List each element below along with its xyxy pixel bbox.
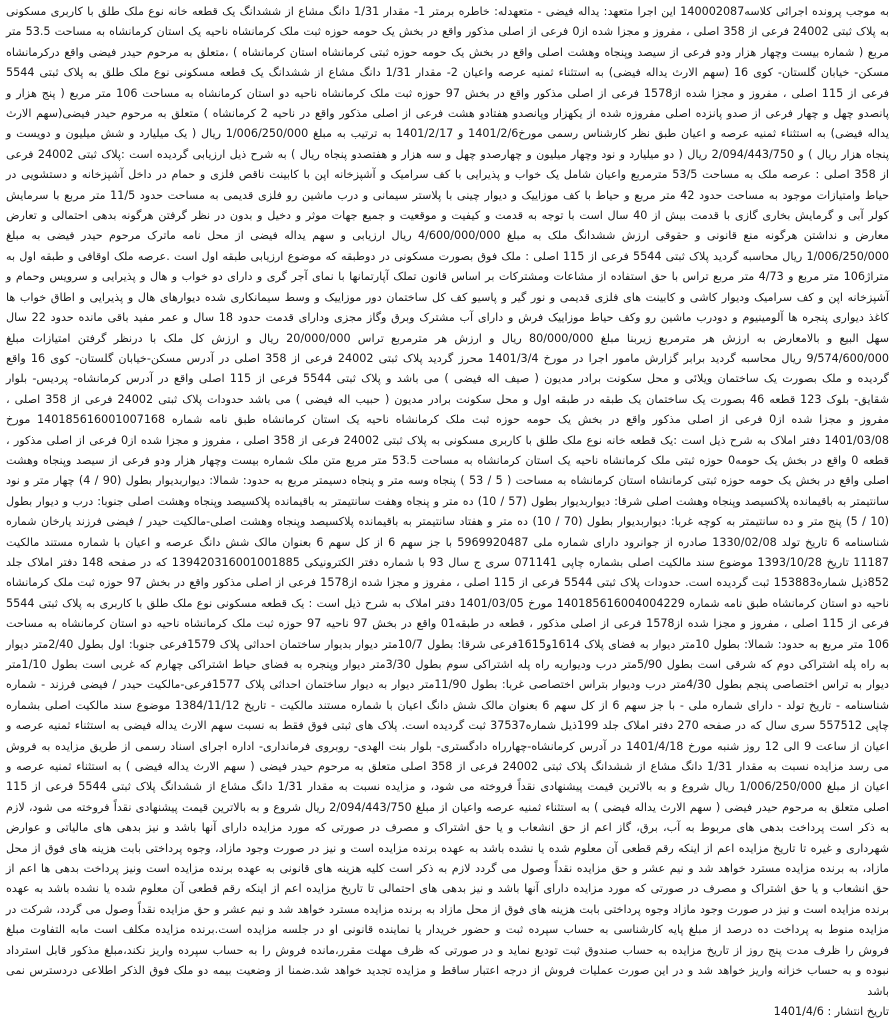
auction-notice-body: به موجب پرونده اجرائی کلاسه140002087 این اجرا متعهد: یداله فیضی - متعهدله: خاطره برمتر 1- مقدار 1/31 دانگ مشاع از ششدانگ یک قطعه خانه نوع ملک طلق با کاربری مسکونی به پلاک ثبتی 24002 فرعی از 358 اصلی ، مفروز و مجزا شده از0 فرعی از اصلی مذکور واقع در بخش یک حومه حوزه ثبت ملک کرمانشاه ناحیه یک استان کرمانشاه به مساحت 53.5 متر مربع ( شماره بیست وچهار هزار ودو فرعی از سیصد وپنجاه وهشت اصلی واقع در بخش یک حومه حوزه ثبتی کرمانشاه استان کرمانشاه ) ،متعلق به مرحوم حیدر فیضی واقع درکرمانشاه مسکن- خیابان گلستان- کوی 16 (سهم الارث یداله فیضی) به استثناء ثمنیه عرصه واعیان 2- مقدار 1/31 دانگ مشاع از ششدانگ یک قطعه مسکونی نوع ملک طلق به پلاک ثبتی 5544 فرعی از 115 اصلی ، مفروز و مجزا شده از1578 فرعی از اصلی مذکور واقع در بخش 97 حوزه ثبت ملک کرمانشاه ناحیه دو استان کرمانشاه به مساحت 106 متر مربع ( پنج هزار و پانصدو چهل و چهار فرعی از صدو پانزده اصلی مفروزه شده از یکهزار وپانصدو هفتادو هشت فرعی از اصلی مذکور واقع در ناحیه 2 کرمانشاه ) متعلق به مرحوم حیدر فیضی(سهم الارث یداله فیضی) به استثناء ثمنیه عرصه و اعیان طبق نظر کارشناس رسمی مورخ1401/2/6 و 1401/2/17 به ترتیب به مبلغ 1/006/250/000 ریال ( یک میلیارد و شش میلیون و دویست و پنجاه هزار ریال ) و 2/094/443/750 ریال ( دو میلیارد و نود وچهار میلیون و چهارصدو چهل و سه هزار و هفتصدو پنجاه ریال ) به شرح ذیل ارزیابی گردیده است :پلاک ثبتی 24002 فرعی از 358 اصلی : عرصه ملک به مساحت 53/5 مترمربع واعیان شامل یک خواب و پذیرایی با کف سرامیک و آشپزخانه اپن با کابینت ناقص فلزی و حمام در داخل آشپزخانه و دستشویی در حیاط وامتیازات موجود به مساحت حدود 42 متر مربع و حیاط با کف موزاییک و دیوار چینی با پلاستر سیمانی و درب ماشین رو فلزی قدیمی به مساحت حدود 11/5 متر مربع با سرمایش کولر آبی و گرمایش بخاری گازی با قدمت بیش از 40 سال است با توجه به قدمت و کیفیت و موقعیت و جمیع جهات موثر و دخیل و بدون در نظر گرفتن هرگونه بدهی احتمالی و تعارض معارض و نداشتن هرگونه منع قانونی و حقوقی ارزش ششدانگ ملک به مبلغ 4/600/000/000 ریال ارزیابی و سهم یداله فیضی از محل نامه ماترک مرحوم حیدر فیضی به مبلغ 1/006/250/000 ریال محاسبه گردید پلاک ثبتی 5544 فرعی از 115 اصلی : ملک فوق بصورت مسکونی در دوطبقه که موضوع ارزیابی طبقه اول است .عرصه ملک اوقافی و طبقه اول به متراژ106 متر مربع و 4/73 متر مربع تراس با حق استفاده از مشاعات ومشترکات بر اساس قانون تملک آپارتمانها با نمای آجر گری و دارای دو خواب و هال و پذیرایی و سرویس وحمام و آشپزخانه اپن و کف سرامیک ودیوار کاشی و کابینت های فلزی قدیمی و نور گیر و پاسیو کف کل ساختمان دور موزاییک و وسط سیمانکاری شده دیوارهای هال و پذیرایی و اطاق خواب ها کاغذ دیواری پنجره ها آلومینیوم و دودرب ماشین رو وکف حیاط موزاییک فرش و دارای آب مشترک وبرق وگاز مجزی ودارای قدمت حدود 18 سال و عمر مفید باقی مانده حدود 22 سال سهل البیع و بالامعارض به ارزش هر مترمربع زیربنا مبلغ 80/000/000 ریال و ارزش هر مترمربع تراس 20/000/000 ریال و ارزش کل ملک با درنظر گرفتن امتیازات مبلغ 9/574/600/000 ریال محاسبه گردید برابر گزارش مامور اجرا در مورخ 1401/3/4 محرز گردید پلاک ثبتی 24002 فرعی از 358 اصلی در آدرس مسکن-خیابان گلستان- کوی 16 واقع گردیده و ملک بصورت یک ساختمان ویلائی و محل سکونت برادر مدیون ( صیف اله فیضی ) می باشد و پلاک ثبتی 5544 فرعی از 115 اصلی واقع در آدرس کرمانشاه- پردیس- بلوار شقایق- بلوک 123 قطعه 46 بصورت یک ساختمان یک طبقه در طبقه اول و محل سکونت برادر مدیون ( حبیب اله فیضی ) می باشد حدودات پلاک ثبتی 24002 فرعی از 358 اصلی ، مفروز و مجزا شده از0 فرعی از اصلی مذکور واقع در بخش یک حومه حوزه ثبت ملک کرمانشاه ناحیه یک استان کرمانشاه طبق نامه شماره 140185616001007168 مورخ 1401/03/08 دفتر املاک به شرح ذیل است :یک قطعه خانه نوع ملک طلق با کاربری مسکونی به پلاک ثبتی 24002 فرعی از 358 اصلی ، مفروز و مجزا شده از0 فرعی از اصلی مذکور ، قطعه 0 واقع در بخش یک حومه0 حوزه ثبتی ملک کرمانشاه ناحیه یک استان کرمانشاه به مساحت 53.5 متر مربع متن ملک شماره بیست وچهار هزار ودو فرعی از سیصد وپنجاه وهشت اصلی واقع در بخش یک حومه حوزه ثبتی کرمانشاه استان کرمانشاه به مساحت ( 5 / 53 ) پنجاه وسه متر و پنجاه دسیمتر مربع به حدود: شمالا: دیواربدیوار بطول (90 / 4) چهار متر و نود سانتیمتر به باقیمانده پلاکسیصد وپنجاه وهشت اصلی شرقا: دیواربدیوار بطول (57 / 10) ده متر و پنجاه وهفت سانتیمتر به باقیمانده پلاکسیصد وپنجاه وهشت اصلی جنوبا: درب و دیوار بطول (10 / 5) پنج متر و ده سانتیمتر به کوچه غربا: دیواربدیوار بطول (70 / 10) ده متر و هفتاد سانتیمتر به باقیمانده پلاکسیصد وپنجاه وهشت اصلی-مالکیت حیدر / فیضی فرزند یارخان شماره شناسنامه 6 تاریخ تولد 1330/02/08 صادره از جوانرود دارای شماره ملی 5969920487 با جز سهم 6 از کل سهم 6 بعنوان مالک شش دانگ عرصه و اعیان با شماره مستند مالکیت 11187 تاریخ 1393/10/28 موضوع سند مالکیت اصلی بشماره چاپی 071141 سری ج سال 93 با شماره دفتر الکترونیکی 139420316001001885 که در صفحه 148 دفتر املاک جلد 852ذیل شماره153883 ثبت گردیده است. حدودات پلاک ثبتی 5544 فرعی از 115 اصلی ، مفروز و مجزا شده از1578 فرعی از اصلی مذکور واقع در بخش 97 حوزه ثبت ملک کرمانشاه ناحیه دو استان کرمانشاه طبق نامه شماره 140185616004004229 مورخ 1401/03/05 دفتر املاک به شرح ذیل است : یک قطعه مسکونی نوع ملک طلق با کاربری به پلاک ثبتی 5544 فرعی از 115 اصلی ، مفروز و مجزا شده از1578 فرعی از اصلی مذکور ، قطعه در طبقه01 واقع در بخش 97 ناحیه 97 حوزه ثبت ملک کرمانشاه ناحیه دو استان کرمانشاه به مساحت 106 متر مربع به حدود: شمالا: بطول 10متر دیوار به فضای پلاک 1614و1615فرعی شرقا: بطول 10/7متر دیوار بدیوار ساختمان احداثی پلاک 1579فرعی جنوبا: اول بطول 2/40متر دیوار به راه پله اشتراکی دوم که شرقی است بطول 5/90متر درب ودیواریه راه پله اشتراکی سوم بطول 3/30متر دیوار وپنجره به فضای حیاط اشتراکی چهارم که غربی است بطول 1/10متر دیوار به تراس اختصاصی پنجم بطول 4/30متر درب ودیوار بتراس اختصاصی غربا: بطول 11/90متر دیوار به دیوار ساختمان احداثی پلاک 1577فرعی-مالکیت حیدر / فیضی فرزند - شماره شناسنامه - تاریخ تولد - دارای شماره ملی - با جز سهم 6 از کل سهم 6 بعنوان مالک شش دانگ اعیان با شماره مستند مالکیت - تاریخ 1384/11/12 موضوع سند مالکیت اصلی بشماره چاپی 557512 سری سال که در صفحه 270 دفتر املاک جلد 199ذیل شماره37537 ثبت گردیده است. پلاک های ثبتی فوق فقط به نسبت سهم الارث یداله فیضی به استثناء ثمنیه عرصه و اعیان از ساعت 9 الی 12 روز شنبه مورخ 1401/4/18 در آدرس کرمانشاه-چهارراه دادگستری- بلوار بنت الهدی- روبروی فرمانداری- اداره اجرای اسناد رسمی از طریق مزایده به فروش می رسد مزایده نسبت به مقدار 1/31 دانگ مشاع از ششدانگ پلاک ثبتی 24002 فرعی از 358 اصلی متعلق به مرحوم حیدر فیضی ( سهم الارث یداله فیضی ) به استثناء ثمنیه عرصه و اعیان از مبلغ 1/006/250/000 ریال شروع و به بالاترین قیمت پیشنهادی نقداً فروخته می شود، و مزایده نسبت به مقدار 1/31 دانگ مشاع از ششدانگ پلاک ثبتی 5544 فرعی از 115 اصلی متعلق به مرحوم حیدر فیضی ( سهم الارث یداله فیضی ) به استثناء ثمنیه عرصه واعیان از مبلغ 2/094/443/750 ریال شروع و به بالاترین قیمت پیشنهادی نقداً فروخته می شود، لازم به ذکر است پرداخت بدهی های مربوط به آب، برق، گاز اعم از حق انشعاب و یا حق اشتراک و مصرف در صورتی که مورد مزایده دارای آنها باشد و نیز بدهی های مالیاتی و عوارض شهرداری و غیره تا تاریخ مزایده اعم از اینکه رقم قطعی آن معلوم شده یا نشده باشد به عهده برنده مزایده است و نیز در صورت وجود مازاد، وجوه پرداختی بابت هزینه های فوق از محل مازاد، به برنده مزایده مسترد خواهد شد و نیم عشر و حق مزایده نقداً وصول می گردد لازم به ذکر است کلیه هزینه های قانونی به عهده برنده مزایده است ونیز پرداخت بدهی ها اعم از حق انشعاب و یا حق اشتراک و مصرف در صورتی که مورد مزایده دارای آنها باشد و نیز بدهی های احتمالی تا تاریخ مزایده اعم از اینکه رقم قطعی آن معلوم شده یا نشده باشد به عهده برنده مزایده است و نیز در صورت وجود مازاد وجوه پرداختی بابت هزینه های فوق از محل مازاد به برنده مزایده مسترد خواهد شد و نیم عشر و حق مزایده نقداً وصول می گردد، شرکت در مزایده منوط به پرداخت ده درصد از مبلغ پایه کارشناسی به حساب سپرده ثبت و حضور خریدار یا نماینده قانونی او در جلسه مزایده است.برنده مزایده مکلف است مابه التفاوت مبلغ فروش را ظرف مدت پنج روز از تاریخ مزایده به حساب صندوق ثبت تودیع نماید و در صورتی که ظرف مهلت مقرر،مانده فروش را به حساب سپرده واریز نکند،مبلغ مذکور قابل استرداد نبوده و به حساب خزانه واریز خواهد شد و در این صورت عملیات فروش از درجه اعتبار ساقط و مزایده تجدید خواهد شد.ضمنا از وضعیت بیمه دو ملک فوق الذکر اطلاعی دردسترس نمی باشد — [6, 5, 890, 998]
publish-date: تاریخ انتشار : 1401/4/6 — [773, 1004, 889, 1018]
